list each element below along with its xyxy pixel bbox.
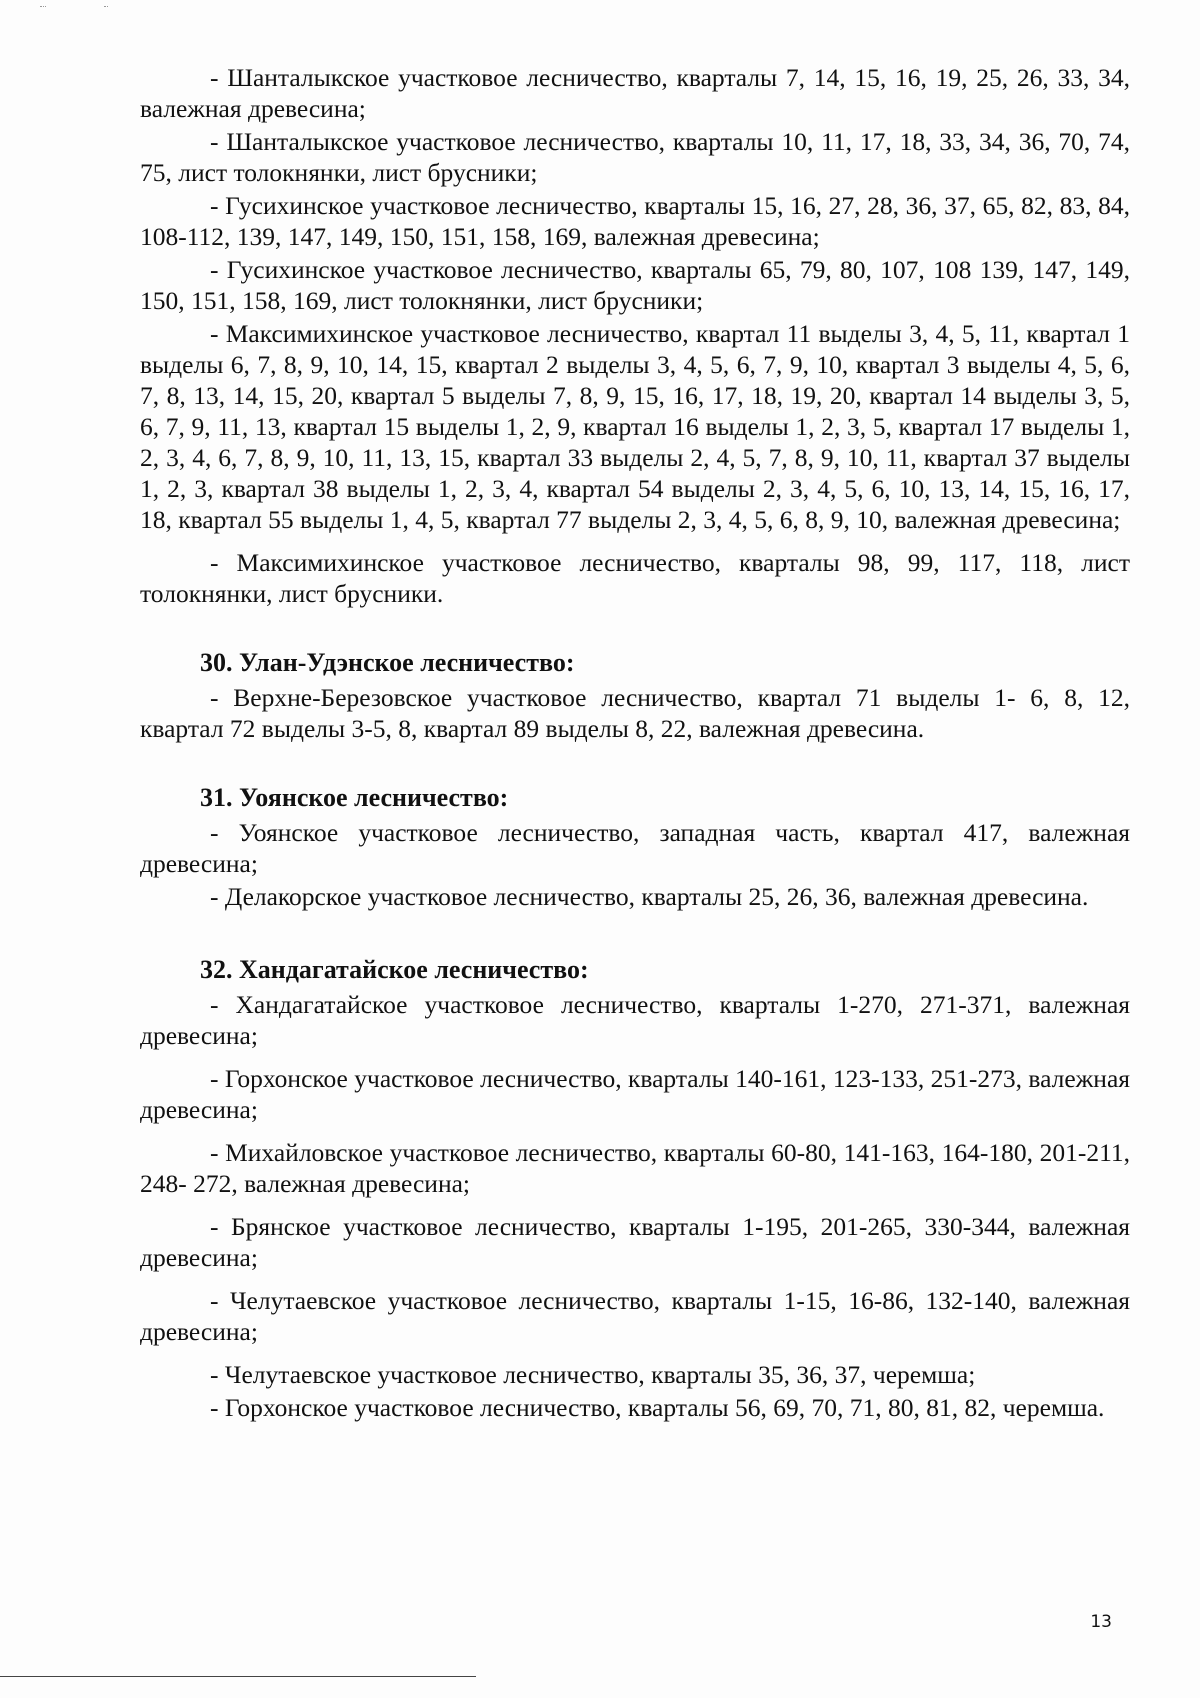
document-body	[140, 62, 1130, 1425]
paragraph: - Хандагатайское участковое лесничество, кварталы 1-270, 271-371, валежная древесина;	[140, 990, 1130, 1050]
paragraph: - Гусихинское участковое лесничество, кварталы 15, 16, 27, 28, 36, 37, 65, 82, 83, 84, 108-112, 139, 147, 149, 150, 151, 158, 169, валежная древесина;	[140, 191, 1130, 251]
paragraph: - Горхонское участковое лесничество, кварталы 140-161, 123-133, 251-273, валежная древесина;	[140, 1064, 1130, 1124]
scan-speck	[40, 6, 46, 7]
scan-speck	[104, 6, 108, 7]
paragraph: - Верхне-Березовское участковое лесничество, квартал 71 выделы 1- 6, 8, 12, квартал 72 выделы 3-5, 8, квартал 89 выделы 8, 22, валежная древесина.	[140, 683, 1130, 743]
paragraph: - Максимихинское участковое лесничество, квартал 11 выделы 3, 4, 5, 11, квартал 1 выделы 6, 7, 8, 9, 10, 14, 15, квартал 2 выделы 3, 4, 5, 6, 7, 9, 10, квартал 3 выделы 4, 5, 6, 7, 8, 13, 14, 15, 20, квартал 5 выделы 7, 8, 9, 15, 16, 17, 18, 19, 20, квартал 14 выделы 3, 5, 6, 7, 9, 11, 13, квартал 15 выделы 1, 2, 9, квартал 16 выделы 1, 2, 3, 5, квартал 17 выделы 1, 2, 3, 4, 6, 7, 8, 9, 10, 11, 13, 15, квартал 33 выделы 2, 4, 5, 7, 8, 9, 10, 11, квартал 37 выделы 1, 2, 3, квартал 38 выделы 1, 2, 3, 4, квартал 54 выделы 2, 3, 4, 5, 6, 10, 13, 14, 15, 16, 17, 18, квартал 55 выделы 1, 4, 5, квартал 77 выделы 2, 3, 4, 5, 6, 8, 9, 10, валежная древесина;	[140, 319, 1130, 534]
paragraph: - Максимихинское участковое лесничество, кварталы 98, 99, 117, 118, лист толокнянки, лист брусники.	[140, 548, 1130, 608]
paragraph: - Шанталыкское участковое лесничество, кварталы 7, 14, 15, 16, 19, 25, 26, 33, 34, валежная древесина;	[140, 63, 1130, 123]
section-heading-30: 30. Улан-Удэнское лесничество:	[200, 648, 575, 677]
paragraph: - Делакорское участковое лесничество, кварталы 25, 26, 36, валежная древесина.	[210, 882, 1089, 911]
footer-rule	[0, 1676, 476, 1677]
section-heading-31: 31. Уоянское лесничество:	[200, 783, 509, 812]
page-number: 13	[1090, 1612, 1112, 1632]
section-heading-32: 32. Хандагатайское лесничество:	[200, 955, 589, 984]
paragraph: - Уоянское участковое лесничество, западная часть, квартал 417, валежная древесина;	[140, 818, 1130, 878]
paragraph: - Михайловское участковое лесничество, кварталы 60-80, 141-163, 164-180, 201-211, 248- 272, валежная древесина;	[140, 1138, 1130, 1198]
paragraph: - Брянское участковое лесничество, кварталы 1-195, 201-265, 330-344, валежная древесина;	[140, 1212, 1130, 1272]
paragraph: - Челутаевское участковое лесничество, кварталы 1-15, 16-86, 132-140, валежная древесина;	[140, 1286, 1130, 1346]
paragraph: - Шанталыкское участковое лесничество, кварталы 10, 11, 17, 18, 33, 34, 36, 70, 74, 75, лист толокнянки, лист брусники;	[140, 127, 1130, 187]
paragraph: - Горхонское участковое лесничество, кварталы 56, 69, 70, 71, 80, 81, 82, черемша.	[210, 1393, 1105, 1422]
paragraph: - Гусихинское участковое лесничество, кварталы 65, 79, 80, 107, 108 139, 147, 149, 150, 151, 158, 169, лист толокнянки, лист брусники;	[140, 255, 1130, 315]
paragraph: - Челутаевское участковое лесничество, кварталы 35, 36, 37, черемша;	[210, 1360, 976, 1389]
